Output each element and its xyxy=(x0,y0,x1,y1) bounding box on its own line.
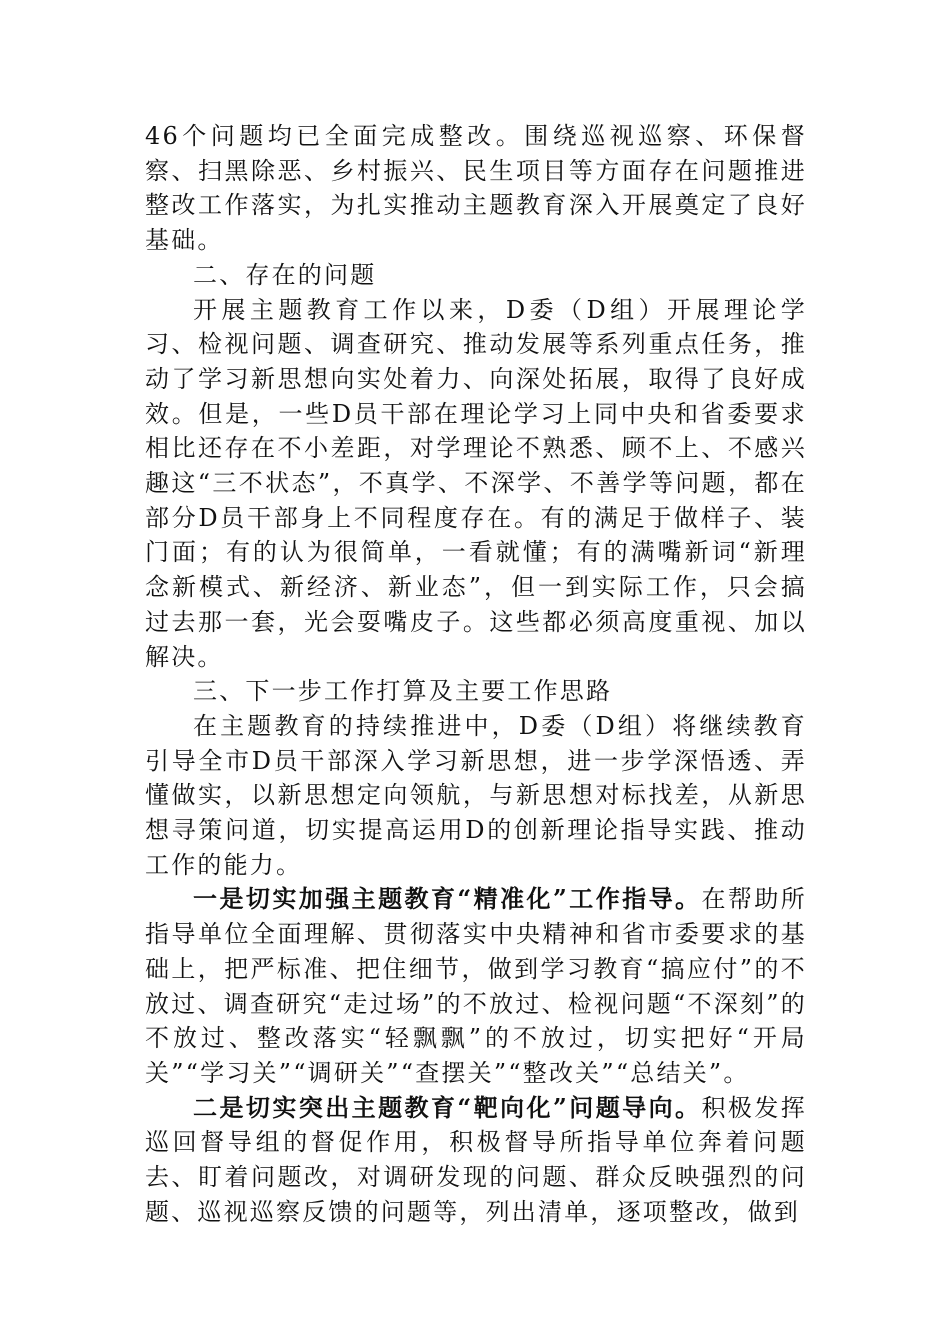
point-two-lead: 二是切实突出主题教育“靶向化”问题导向。 xyxy=(193,1092,702,1122)
paragraph-continuation: 46个问题均已全面完成整改。围绕巡视巡察、环保督察、扫黑除恶、乡村振兴、民生项目等方面存在问题推进整改工作落实，为扎实推动主题教育深入开展奠定了良好基础。 xyxy=(145,122,807,255)
paragraph-problems: 开展主题教育工作以来，D委（D组）开展理论学习、检视问题、调查研究、推动发展等系列重点任务，推动了学习新思想向实处着力、向深处拓展，取得了良好成效。但是，一些D员干部在理论学习上同中央和省委要求相比还存在不小差距，对学理论不熟悉、顾不上、不感兴趣这“三不状态”，不真学、不深学、不善学等问题，都在部分D员干部身上不同程度存在。有的满足于做样子、装门面；有的认为很简单，一看就懂；有的满嘴新词“新理念新模式、新经济、新业态”，但一到实际工作，只会搞过去那一套，光会耍嘴皮子。这些都必须高度重视、加以解决。 xyxy=(145,295,807,671)
point-one-body: 在帮助所指导单位全面理解、贯彻落实中央精神和省市委要求的基础上，把严标准、把住细节，做到学习教育“搞应付”的不放过、调查研究“走过场”的不放过、检视问题“不深刻”的不放过、整改落实“轻飘飘”的不放过，切实把好“开局关”“学习关”“调研关”“查摆关”“整改关”“总结关”。 xyxy=(145,885,807,1087)
section-heading-next-steps: 三、下一步工作打算及主要工作思路 xyxy=(193,677,613,706)
paragraph-point-one xyxy=(145,882,807,1090)
point-two-body: 积极发挥巡回督导组的督促作用，积极督导所指导单位奔着问题去、盯着问题改，对调研发现的问题、群众反映强烈的问题、巡视巡察反馈的问题等，列出清单，逐项整改，做到 xyxy=(145,1093,807,1226)
section-heading-problems: 二、存在的问题 xyxy=(193,260,377,289)
paragraph-point-two xyxy=(145,1091,807,1230)
point-one-lead: 一是切实加强主题教育“精准化”工作指导。 xyxy=(193,884,702,914)
document-page xyxy=(145,119,807,1230)
paragraph-next-steps: 在主题教育的持续推进中，D委（D组）将继续教育引导全市D员干部深入学习新思想，进一步学深悟透、弄懂做实，以新思想定向领航，与新思想对标找差，从新思想寻策问道，切实提高运用D的创新理论指导实践、推动工作的能力。 xyxy=(145,711,807,879)
